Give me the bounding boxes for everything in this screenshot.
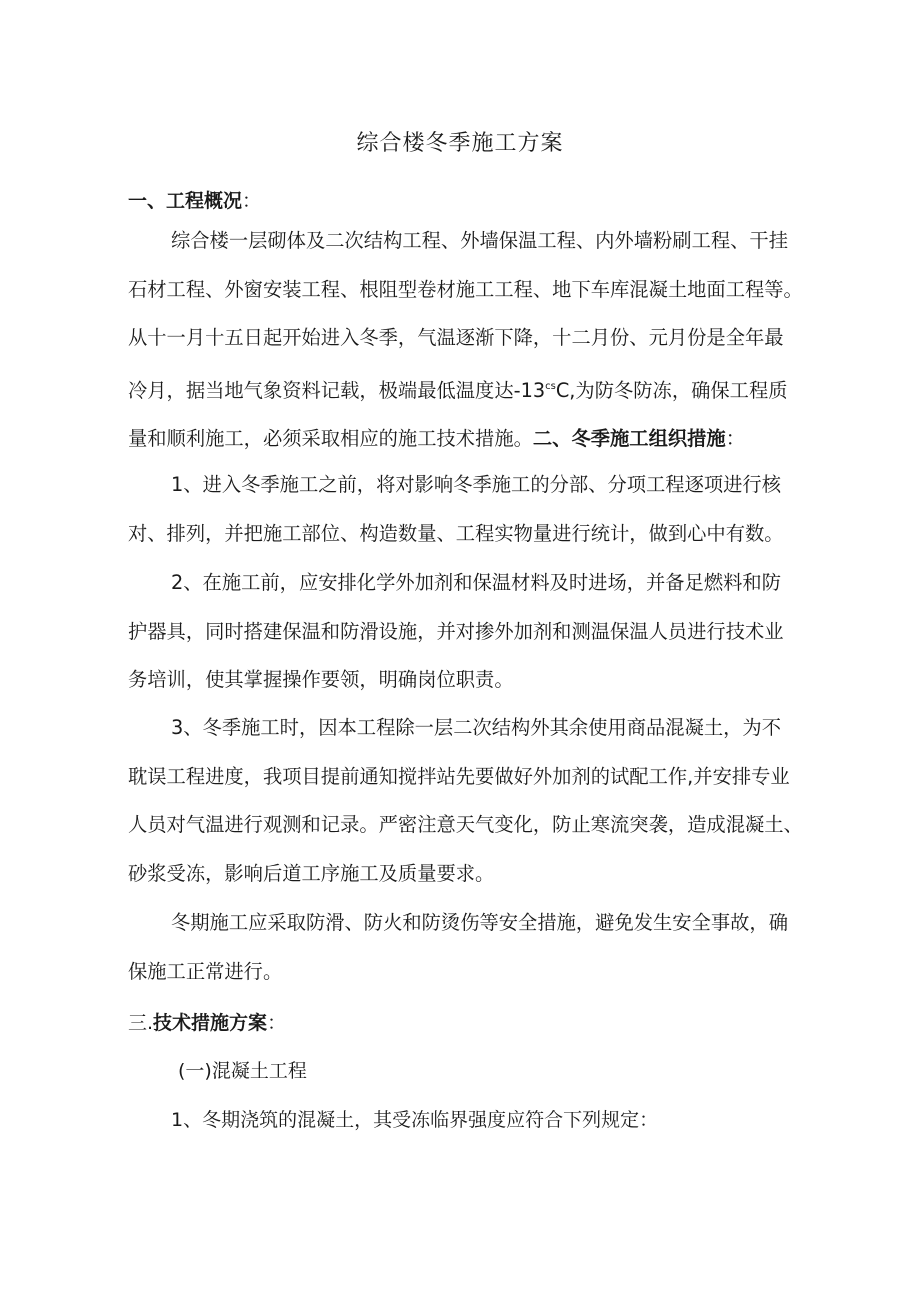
heading-colon: ： bbox=[267, 1012, 287, 1034]
text-fragment: 量和顺利施工，必须采取相应的施工技术措施。 bbox=[128, 427, 533, 451]
text-line bbox=[128, 363, 824, 416]
item-3-paragraph bbox=[128, 704, 824, 898]
text-fragment: 冷月，据当地气象资料记载，极端最低温度达-13 bbox=[128, 378, 546, 402]
safety-paragraph bbox=[128, 899, 824, 996]
heading-colon: ： bbox=[242, 190, 262, 212]
document-title: 综合楼冬季施工方案 bbox=[356, 131, 564, 156]
section-heading-organization: 二、冬季施工组织措施 bbox=[532, 427, 726, 451]
text-line: 砂浆受冻，影响后道工序施工及质量要求。 bbox=[128, 861, 495, 885]
text-line: 冬期施工应采取防滑、防火和防烫伤等安全措施，避免发生安全事故，确 bbox=[171, 911, 788, 934]
section-heading-text: 技术措施方案 bbox=[153, 1012, 268, 1034]
section-number: 三. bbox=[128, 1012, 154, 1034]
text-line: 人员对气温进行观测和记录。严密注意天气变化，防止寒流突袭，造成混凝土、 bbox=[128, 813, 803, 837]
text-line: 耽误工程进度，我项目提前通知搅拌站先要做好外加剂的试配工作,并安排专业 bbox=[128, 764, 790, 788]
overview-paragraph bbox=[128, 217, 824, 464]
item-2-paragraph bbox=[128, 559, 824, 705]
text-line: 护器具，同时搭建保温和防滑设施，并对掺外加剂和测温保温人员进行技术业 bbox=[128, 619, 784, 643]
text-line: 3、冬季施工时，因本工程除一层二次结构外其余使用商品混凝土，为不 bbox=[171, 716, 781, 739]
text-line: 保施工正常进行。 bbox=[128, 959, 283, 983]
subsection-concrete: (一)混凝土工程 bbox=[178, 1060, 307, 1082]
text-line: 对、排列，并把施工部位、构造数量、工程实物量进行统计，做到心中有数。 bbox=[128, 521, 784, 545]
section-heading-overview bbox=[128, 186, 261, 213]
text-line: 1、进入冬季施工之前，将对影响冬季施工的分部、分项工程逐项进行核 bbox=[171, 473, 781, 496]
rule-1-text: 1、冬期浇筑的混凝土，其受冻临界强度应符合下列规定： bbox=[171, 1109, 659, 1131]
section-heading-text: 一、工程概况 bbox=[128, 190, 243, 212]
text-line: 务培训，使其掌握操作要领，明确岗位职责。 bbox=[128, 668, 514, 692]
text-line: 2、在施工前，应安排化学外加剂和保温材料及时进场，并备足燃料和防 bbox=[171, 571, 781, 594]
text-fragment: C,为防冬防冻，确保工程质 bbox=[555, 378, 788, 402]
text-line: 石材工程、外窗安装工程、根阻型卷材施工工程、地下车库混凝土地面工程等。 bbox=[128, 277, 803, 301]
superscript-text: cs bbox=[545, 380, 556, 392]
section-heading-technical bbox=[128, 1008, 286, 1035]
text-line: 综合楼一层砌体及二次结构工程、外墙保温工程、内外墙粉刷工程、干挂 bbox=[171, 229, 788, 252]
text-line: 从十一月十五日起开始进入冬季，气温逐渐下降，十二月份、元月份是全年最 bbox=[128, 326, 784, 350]
heading-colon: ： bbox=[725, 427, 745, 451]
item-1-paragraph bbox=[128, 461, 824, 558]
text-line bbox=[128, 415, 824, 464]
